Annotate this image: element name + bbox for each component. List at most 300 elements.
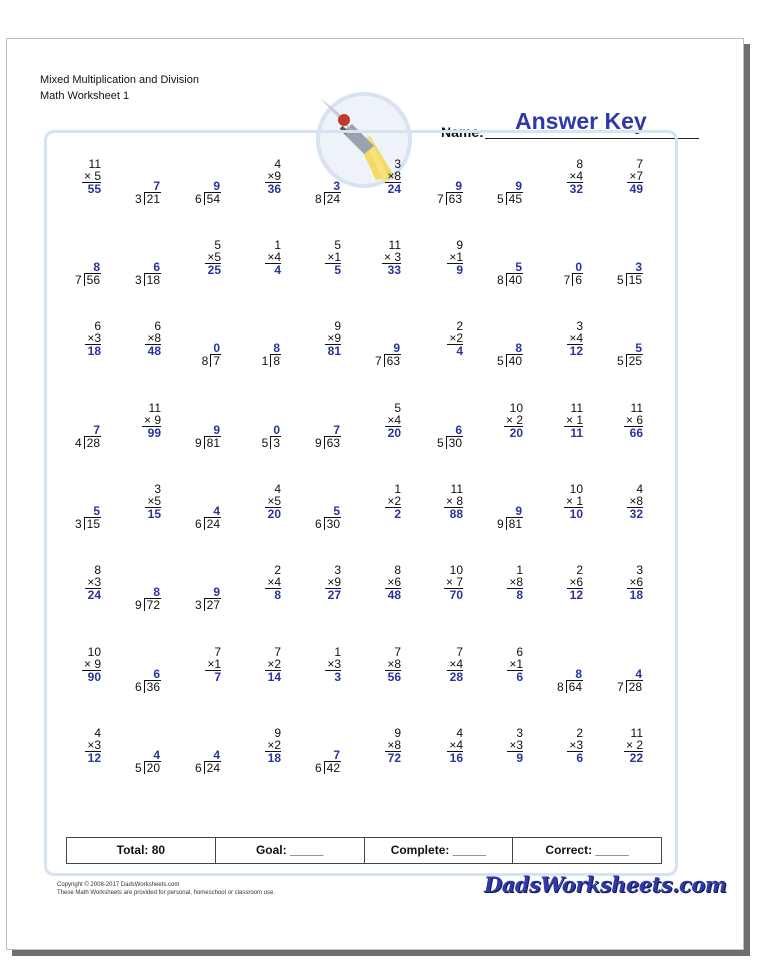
dividend: 21	[144, 192, 161, 205]
division-row	[497, 354, 523, 367]
factor-bottom: ×6	[629, 575, 643, 589]
divisor: 6	[314, 517, 322, 531]
answer: 70	[449, 588, 463, 602]
division-row	[195, 192, 221, 205]
problem-stack	[627, 483, 643, 520]
answer: 56	[387, 670, 401, 684]
multiplication-problem	[477, 392, 537, 473]
division-row	[75, 436, 101, 449]
problem-stack	[145, 483, 161, 520]
dividend: 20	[144, 761, 161, 774]
division-row	[135, 192, 161, 205]
multiplication-problem	[537, 392, 597, 473]
factor-top: 9	[274, 726, 281, 740]
dividend: 36	[144, 680, 161, 693]
score-footer	[66, 837, 662, 864]
factor-top: 4	[94, 726, 101, 740]
division-problem	[295, 148, 355, 229]
factor-bottom: ×8	[387, 657, 401, 671]
problem-stack	[265, 239, 281, 276]
factor-bottom: ×4	[569, 169, 583, 183]
factor-top: 3	[154, 482, 161, 496]
answer: 7	[214, 670, 221, 684]
factor-bottom: ×1	[207, 657, 221, 671]
divisor: 7	[563, 273, 571, 287]
quotient-answer: 5	[515, 260, 522, 274]
quotient-answer: 5	[333, 504, 340, 518]
divisor: 7	[616, 680, 624, 694]
answer: 99	[147, 426, 161, 440]
problem-stack	[507, 564, 523, 601]
factor-bottom: ×4	[387, 413, 401, 427]
division-row	[617, 680, 643, 693]
division-row	[315, 192, 341, 205]
factor-bottom: ×9	[267, 169, 281, 183]
dividend: 42	[324, 761, 341, 774]
problem-stack	[447, 646, 463, 683]
quotient-answer: 6	[455, 423, 462, 437]
answer: 18	[267, 751, 281, 765]
division-row	[135, 273, 161, 286]
multiplication-problem	[295, 310, 355, 391]
answer: 16	[449, 751, 463, 765]
dividend: 3	[270, 436, 281, 449]
multiplication-problem	[417, 636, 477, 717]
quotient-answer: 6	[153, 667, 160, 681]
multiplication-problem	[355, 473, 415, 554]
correct-field: Correct: _____	[545, 843, 629, 857]
answer: 28	[449, 670, 463, 684]
long-division	[75, 424, 101, 449]
multiplication-problem	[417, 554, 477, 635]
divisor: 5	[436, 436, 444, 450]
multiplication-problem	[597, 554, 657, 635]
factor-bottom: ×5	[147, 494, 161, 508]
answer: 22	[629, 751, 643, 765]
factor-bottom: × 1	[565, 494, 583, 508]
factor-top: 11	[388, 238, 401, 252]
factor-bottom: × 2	[625, 738, 643, 752]
dividend: 64	[566, 680, 583, 693]
multiplication-problem	[115, 473, 175, 554]
dividend: 24	[324, 192, 341, 205]
answer: 32	[629, 507, 643, 521]
divisor: 9	[314, 436, 322, 450]
quotient-answer: 3	[333, 179, 340, 193]
multiplication-problem	[355, 229, 415, 310]
answer: 8	[516, 588, 523, 602]
factor-top: 4	[274, 157, 281, 171]
dividend: 15	[84, 517, 101, 530]
division-problem	[55, 473, 115, 554]
multiplication-problem	[597, 473, 657, 554]
factor-bottom: ×9	[327, 575, 341, 589]
factor-top: 1	[334, 645, 341, 659]
factor-top: 4	[274, 482, 281, 496]
problem-stack	[205, 239, 221, 276]
multiplication-problem	[235, 229, 295, 310]
multiplication-problem	[55, 554, 115, 635]
long-division	[195, 424, 221, 449]
divisor: 3	[74, 517, 82, 531]
multiplication-problem	[537, 148, 597, 229]
multiplication-problem	[295, 554, 355, 635]
factor-bottom: ×8	[387, 169, 401, 183]
problem-stack	[507, 646, 523, 683]
answer: 24	[87, 588, 101, 602]
division-problem	[175, 473, 235, 554]
answer: 4	[274, 263, 281, 277]
division-row	[195, 436, 221, 449]
problem-stack	[385, 727, 401, 764]
factor-bottom: ×4	[569, 331, 583, 345]
factor-bottom: × 9	[143, 413, 161, 427]
factor-top: 3	[334, 563, 341, 577]
long-division	[195, 586, 221, 611]
quotient-answer: 9	[455, 179, 462, 193]
division-row	[202, 354, 221, 367]
answer: 33	[387, 263, 401, 277]
divisor: 8	[201, 354, 209, 368]
answer: 81	[327, 344, 341, 358]
factor-top: 6	[154, 319, 161, 333]
long-division	[195, 505, 221, 530]
divisor: 6	[314, 761, 322, 775]
factor-bottom: × 9	[83, 657, 101, 671]
factor-top: 5	[214, 238, 221, 252]
division-problem	[235, 310, 295, 391]
division-problem	[175, 554, 235, 635]
multiplication-problem	[175, 229, 235, 310]
problem-stack	[385, 483, 401, 520]
long-division	[375, 342, 401, 367]
answer: 9	[456, 263, 463, 277]
problem-stack	[564, 402, 583, 439]
long-division	[262, 424, 281, 449]
multiplication-problem	[537, 473, 597, 554]
answer: 12	[569, 588, 583, 602]
factor-top: 7	[456, 645, 463, 659]
dividend: 40	[506, 273, 523, 286]
quotient-answer: 5	[93, 504, 100, 518]
quotient-answer: 8	[515, 341, 522, 355]
division-problem	[537, 229, 597, 310]
name-label: Name:	[441, 124, 484, 140]
multiplication-problem	[597, 148, 657, 229]
quotient-answer: 7	[153, 179, 160, 193]
multiplication-problem	[537, 717, 597, 798]
long-division	[437, 180, 463, 205]
divisor: 7	[436, 192, 444, 206]
multiplication-problem	[235, 554, 295, 635]
quotient-answer: 4	[213, 504, 220, 518]
long-division	[195, 749, 221, 774]
division-problem	[597, 229, 657, 310]
quotient-answer: 9	[515, 504, 522, 518]
answer: 49	[629, 182, 643, 196]
factor-bottom: ×3	[87, 738, 101, 752]
answer-key-text: Answer Key	[515, 108, 647, 134]
division-row	[135, 761, 161, 774]
quotient-answer: 7	[93, 423, 100, 437]
problem-stack	[444, 483, 463, 520]
multiplication-problem	[55, 717, 115, 798]
division-problem	[295, 392, 355, 473]
factor-top: 6	[94, 319, 101, 333]
division-row	[135, 598, 161, 611]
problem-stack	[507, 727, 523, 764]
factor-top: 1	[394, 482, 401, 496]
dividend: 18	[144, 273, 161, 286]
multiplication-problem	[115, 310, 175, 391]
long-division	[202, 342, 221, 367]
division-row	[195, 761, 221, 774]
multiplication-problem	[55, 310, 115, 391]
division-problem	[55, 229, 115, 310]
divisor: 5	[616, 354, 624, 368]
division-problem	[175, 148, 235, 229]
long-division	[617, 261, 643, 286]
answer: 6	[576, 751, 583, 765]
factor-top: 11	[570, 401, 583, 415]
factor-top: 11	[148, 401, 161, 415]
long-division	[135, 261, 161, 286]
factor-top: 3	[394, 157, 401, 171]
quotient-answer: 5	[635, 341, 642, 355]
problem-stack	[447, 727, 463, 764]
factor-bottom: ×4	[267, 250, 281, 264]
division-row	[497, 273, 523, 286]
division-problem	[295, 717, 355, 798]
dividend: 8	[270, 354, 281, 367]
quotient-answer: 0	[575, 260, 582, 274]
multiplication-problem	[417, 229, 477, 310]
division-row	[557, 680, 583, 693]
dividend: 63	[446, 192, 463, 205]
quotient-answer: 9	[213, 179, 220, 193]
factor-top: 9	[456, 238, 463, 252]
complete-field: Complete: _____	[365, 838, 514, 863]
division-row	[75, 273, 101, 286]
quotient-answer: 9	[515, 179, 522, 193]
factor-bottom: ×8	[147, 331, 161, 345]
dividend: 63	[324, 436, 341, 449]
factor-bottom: ×3	[87, 331, 101, 345]
long-division	[497, 505, 523, 530]
quotient-answer: 9	[213, 423, 220, 437]
dividend: 54	[204, 192, 221, 205]
factor-top: 8	[94, 563, 101, 577]
problem-stack	[85, 727, 101, 764]
factor-bottom: ×6	[569, 575, 583, 589]
divisor: 6	[194, 192, 202, 206]
multiplication-problem	[597, 717, 657, 798]
long-division	[75, 505, 101, 530]
dividend: 24	[204, 517, 221, 530]
factor-top: 3	[576, 319, 583, 333]
divisor: 9	[134, 598, 142, 612]
answer: 18	[87, 344, 101, 358]
quotient-answer: 6	[153, 260, 160, 274]
division-problem	[477, 473, 537, 554]
long-division	[497, 180, 523, 205]
division-row	[195, 598, 221, 611]
long-division	[315, 749, 341, 774]
problem-stack	[627, 158, 643, 195]
factor-top: 11	[450, 482, 463, 496]
quotient-answer: 4	[153, 748, 160, 762]
answer: 8	[274, 588, 281, 602]
factor-top: 10	[569, 482, 583, 496]
factor-bottom: ×7	[629, 169, 643, 183]
answer: 20	[509, 426, 523, 440]
problem-stack	[567, 564, 583, 601]
answer: 5	[334, 263, 341, 277]
long-division	[617, 668, 643, 693]
problem-stack	[567, 320, 583, 357]
factor-bottom: ×4	[267, 575, 281, 589]
multiplication-problem	[355, 717, 415, 798]
answer: 9	[516, 751, 523, 765]
division-row	[564, 273, 583, 286]
dividend: 56	[84, 273, 101, 286]
factor-bottom: ×2	[267, 738, 281, 752]
factor-top: 2	[576, 726, 583, 740]
division-row	[497, 192, 523, 205]
factor-top: 5	[394, 401, 401, 415]
answer: 6	[516, 670, 523, 684]
factor-top: 6	[516, 645, 523, 659]
answer: 11	[570, 426, 583, 440]
divisor: 5	[134, 761, 142, 775]
multiplication-problem	[417, 310, 477, 391]
multiplication-problem	[597, 392, 657, 473]
divisor: 5	[261, 436, 269, 450]
dividend: 7	[210, 354, 221, 367]
answer: 24	[387, 182, 401, 196]
long-division	[497, 261, 523, 286]
factor-bottom: ×8	[629, 494, 643, 508]
problem-stack	[385, 564, 401, 601]
goal-field: Goal: _____	[216, 838, 365, 863]
problem-stack	[385, 402, 401, 439]
factor-bottom: ×1	[509, 657, 523, 671]
long-division	[135, 180, 161, 205]
quotient-answer: 7	[333, 423, 340, 437]
long-division	[315, 424, 341, 449]
division-row	[315, 436, 341, 449]
division-row	[617, 354, 643, 367]
dividend: 30	[324, 517, 341, 530]
multiplication-problem	[235, 148, 295, 229]
copyright-notice	[57, 881, 275, 897]
factor-bottom: ×8	[387, 738, 401, 752]
factor-top: 10	[509, 401, 523, 415]
problem-stack	[325, 239, 341, 276]
answer: 2	[394, 507, 401, 521]
factor-top: 3	[516, 726, 523, 740]
factor-bottom: × 7	[445, 575, 463, 589]
dadsworksheets-logo: DadsWorksheets.com	[484, 872, 727, 897]
problem-stack	[624, 402, 643, 439]
answer: 18	[629, 588, 643, 602]
factor-bottom: ×9	[327, 331, 341, 345]
factor-top: 7	[274, 645, 281, 659]
division-problem	[175, 310, 235, 391]
multiplication-problem	[537, 554, 597, 635]
division-row	[315, 761, 341, 774]
division-problem	[477, 229, 537, 310]
division-row	[75, 517, 101, 530]
division-problem	[115, 717, 175, 798]
multiplication-problem	[355, 148, 415, 229]
divisor: 3	[134, 192, 142, 206]
divisor: 9	[194, 436, 202, 450]
long-division	[617, 342, 643, 367]
factor-bottom: ×5	[267, 494, 281, 508]
quotient-answer: 9	[213, 585, 220, 599]
answer: 12	[569, 344, 583, 358]
dividend: 27	[204, 598, 221, 611]
problem-stack	[627, 564, 643, 601]
factor-top: 1	[516, 563, 523, 577]
factor-top: 7	[214, 645, 221, 659]
division-problem	[597, 636, 657, 717]
dividend: 45	[506, 192, 523, 205]
answer: 3	[334, 670, 341, 684]
factor-bottom: × 8	[445, 494, 463, 508]
factor-top: 11	[88, 157, 101, 171]
problem-stack	[265, 727, 281, 764]
problem-stack	[567, 158, 583, 195]
problem-stack	[85, 564, 101, 601]
answer: 88	[449, 507, 463, 521]
problem-stack	[385, 646, 401, 683]
problem-stack	[85, 320, 101, 357]
problem-stack	[325, 646, 341, 683]
factor-bottom: ×4	[449, 657, 463, 671]
multiplication-problem	[235, 636, 295, 717]
problem-stack	[564, 483, 583, 520]
factor-top: 10	[449, 563, 463, 577]
title-line-1: Mixed Multiplication and Division	[40, 74, 199, 86]
division-problem	[115, 636, 175, 717]
divisor: 5	[496, 192, 504, 206]
quotient-answer: 8	[273, 341, 280, 355]
factor-top: 3	[636, 563, 643, 577]
quotient-answer: 8	[153, 585, 160, 599]
quotient-answer: 4	[635, 667, 642, 681]
problem-stack	[447, 320, 463, 357]
divisor: 9	[496, 517, 504, 531]
answer: 48	[147, 344, 161, 358]
division-row	[437, 436, 463, 449]
divisor: 8	[314, 192, 322, 206]
multiplication-problem	[355, 392, 415, 473]
division-row	[375, 354, 401, 367]
dividend: 6	[572, 273, 583, 286]
factor-bottom: × 5	[83, 169, 101, 183]
answer: 25	[207, 263, 221, 277]
factor-bottom: ×3	[87, 575, 101, 589]
dividend: 25	[626, 354, 643, 367]
answer: 12	[87, 751, 101, 765]
problem-stack	[265, 564, 281, 601]
copyright-line-2: These Math Worksheets are provided for personal, homeschool or classroom use.	[57, 890, 275, 896]
worksheet-title	[40, 72, 199, 104]
long-division	[315, 180, 341, 205]
factor-bottom: ×2	[267, 657, 281, 671]
